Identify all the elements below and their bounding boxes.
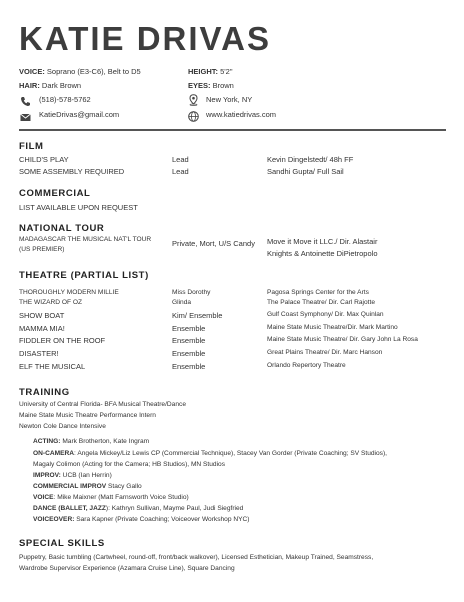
oncamera-label: ON-CAMERA [33, 450, 75, 457]
theatre-credit: Maine State Music Theatre/Dir. Mark Martino [267, 324, 398, 331]
voice-training-line [33, 495, 189, 502]
voice-info [19, 68, 141, 76]
voice-training-value: : Mike Maixner (Matt Farnsworth Voice Studio) [53, 494, 189, 501]
dance-line [33, 506, 243, 513]
theatre-credit: The Palace Theatre/ Dir. Carl Rajotte [267, 299, 375, 306]
theatre-role: Miss Dorothy [172, 289, 211, 296]
header-divider [19, 129, 446, 131]
film-title: CHILD'S PLAY [19, 155, 69, 164]
tour-subtitle: (US PREMIER) [19, 246, 65, 253]
oncamera-line [33, 451, 387, 458]
height-value: 5'2" [218, 67, 233, 76]
theatre-role: Ensemble [172, 336, 206, 345]
email-icon [20, 110, 31, 121]
location-pin-icon [188, 93, 199, 104]
theatre-title: FIDDLER ON THE ROOF [19, 336, 106, 345]
improv-label: IMPROV: [33, 472, 61, 479]
training-line: Maine State Music Theatre Performance Intern [19, 412, 156, 419]
commercial-improv-label: COMMERCIAL IMPROV [33, 483, 107, 490]
theatre-role: Glinda [172, 299, 192, 306]
globe-icon [188, 109, 199, 120]
eyes-label: EYES: [188, 81, 211, 90]
dance-label: DANCE (BALLET, JAZZ [33, 505, 106, 512]
theatre-credit: Maine State Music Theatre/ Dir. Gary John La Rosa [267, 336, 418, 343]
hair-label: HAIR: [19, 81, 40, 90]
training-heading: TRAINING [19, 387, 70, 398]
phone-number: (518)-578-5762 [39, 95, 91, 104]
hair-info [19, 82, 81, 90]
theatre-title: THE WIZARD OF OZ [19, 299, 83, 306]
improv-line [33, 473, 112, 480]
training-line: University of Central Florida- BFA Musical Theatre/Dance [19, 401, 186, 408]
theatre-role: Kim/ Ensemble [172, 311, 223, 320]
tour-credit-line1: Move it Move it LLC./ Dir. Alastair [267, 237, 378, 246]
website-link[interactable]: www.katiedrivas.com [206, 110, 277, 119]
eyes-value: Brown [210, 81, 234, 90]
name-heading: KATIE DRIVAS [19, 20, 271, 57]
voice-training-label: VOICE [33, 494, 54, 501]
oncamera-line-2: Magaly Colimon (Acting for the Camera; HB Studios), MN Studios [33, 461, 226, 468]
special-skills-line: Puppetry, Basic tumbling (Cartwheel, round-off, front/back walkover), Licensed Esthetician, Makeup Trained, Seamstress, [19, 554, 374, 561]
national-tour-heading: NATIONAL TOUR [19, 223, 105, 234]
film-title: SOME ASSEMBLY REQUIRED [19, 167, 125, 176]
theatre-title: ELF THE MUSICAL [19, 362, 86, 371]
acting-value: Mark Brotherton, Kate Ingram [60, 438, 150, 445]
commercial-improv-line [33, 484, 142, 491]
dance-value: ): Kathryn Sullivan, Mayme Paul, Judi Siegfried [105, 505, 244, 512]
theatre-role: Ensemble [172, 349, 206, 358]
hair-value: Dark Brown [39, 81, 82, 90]
oncamera-value: : Angela Mickey/Liz Lewis CP (Commercial Technique), Stacey Van Gorder (Private Coaching; SV Studios), [74, 450, 388, 457]
film-credit: Sandhi Gupta/ Full Sail [267, 167, 344, 176]
eyes-info [188, 82, 234, 90]
theatre-credit: Gulf Coast Symphony/ Dir. Max Quinlan [267, 311, 384, 318]
film-credit: Kevin Dingelstedt/ 48h FF [267, 155, 354, 164]
theatre-title: SHOW BOAT [19, 311, 65, 320]
theatre-credit: Orlando Repertory Theatre [267, 362, 346, 369]
voiceover-label: VOICEOVER: [33, 516, 75, 523]
theatre-credit: Great Plains Theatre/ Dir. Marc Hanson [267, 349, 383, 356]
theatre-credit: Pagosa Springs Center for the Arts [267, 289, 369, 296]
phone-icon [20, 94, 31, 105]
height-info [188, 68, 233, 76]
email-address: KatieDrivas@gmail.com [39, 110, 120, 119]
theatre-heading: THEATRE (PARTIAL LIST) [19, 270, 149, 281]
commercial-improv-value: Stacy Gallo [106, 483, 142, 490]
voice-label: VOICE: [19, 67, 45, 76]
film-role: Lead [172, 167, 189, 176]
location-text: New York, NY [206, 95, 253, 104]
commercial-text: LIST AVAILABLE UPON REQUEST [19, 203, 138, 212]
special-skills-heading: SPECIAL SKILLS [19, 538, 105, 549]
improv-value: UCB (Ian Herrin) [60, 472, 112, 479]
commercial-heading: COMMERCIAL [19, 188, 91, 199]
tour-title: MADAGASCAR THE MUSICAL NAT'L TOUR [19, 236, 152, 243]
height-label: HEIGHT: [188, 67, 218, 76]
voice-value: Soprano (E3-C6), Belt to D5 [44, 67, 141, 76]
special-skills-line: Wardrobe Supervisor Experience (Azamara Cruise Line), Square Dancing [19, 565, 235, 572]
voiceover-value: Sara Kapner (Private Coaching; Voiceover Workshop NYC) [74, 516, 250, 523]
voiceover-line [33, 517, 249, 524]
film-heading: FILM [19, 141, 44, 152]
acting-label: ACTING: [33, 438, 61, 445]
theatre-title: DISASTER! [19, 349, 59, 358]
tour-role: Private, Mort, U/S Candy [172, 239, 255, 248]
film-role: Lead [172, 155, 189, 164]
theatre-role: Ensemble [172, 324, 206, 333]
theatre-title: MAMMA MIA! [19, 324, 65, 333]
tour-credit-line2: Knights & Antoinette DiPietropolo [267, 249, 378, 258]
theatre-role: Ensemble [172, 362, 206, 371]
training-line: Newton Cole Dance Intensive [19, 423, 106, 430]
theatre-title: THOROUGHLY MODERN MILLIE [19, 289, 119, 296]
acting-line [33, 439, 149, 446]
